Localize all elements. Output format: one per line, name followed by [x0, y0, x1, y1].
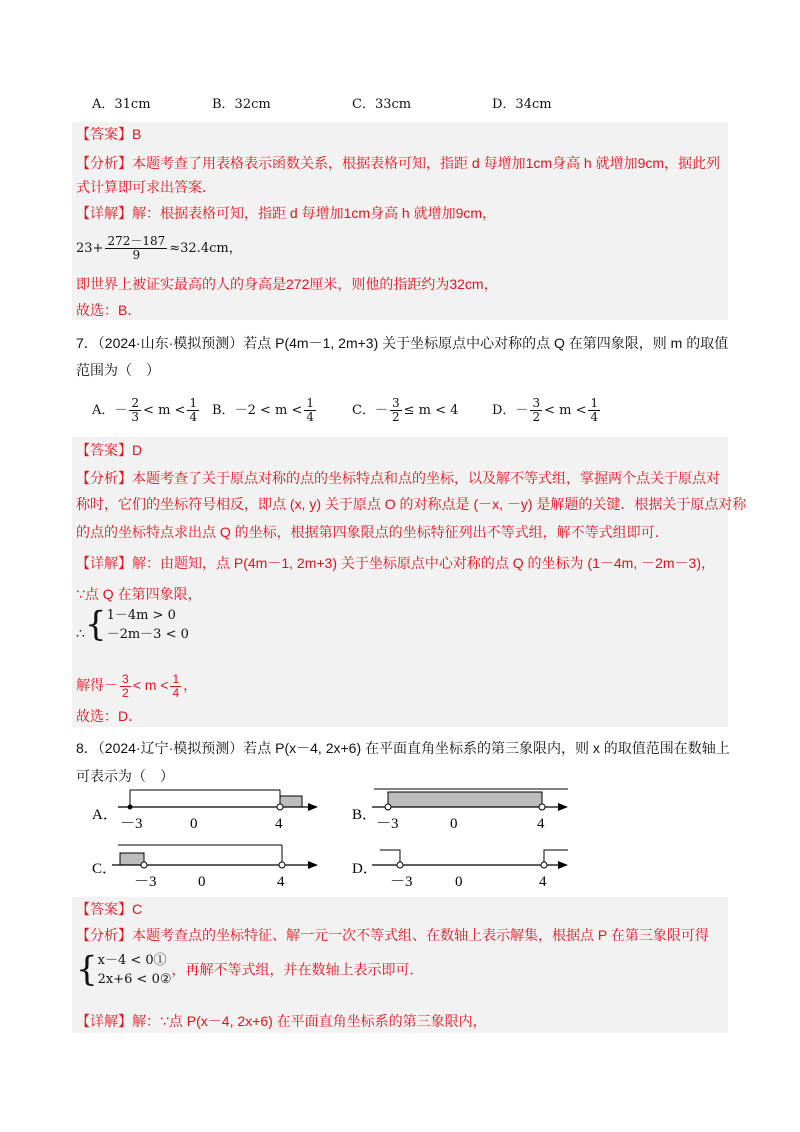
analysis-tag: 【分析】: [76, 155, 132, 171]
q7-stem-line2: 范围为（ ）: [76, 362, 160, 378]
solve-fraction-2: [170, 673, 181, 700]
q8-option-c-diagram[interactable]: [92, 845, 318, 890]
option-fraction: [390, 397, 402, 424]
tick-label: 4: [539, 874, 547, 890]
answer-value: D: [132, 442, 143, 458]
detail-tag: 【详解】: [76, 1013, 132, 1029]
q7-solve-result: [76, 670, 197, 700]
axis-arrow-icon: [558, 861, 568, 869]
analysis-text: 本题考查点的坐标特征、解一元一次不等式组、在数轴上表示解集，根据点 P 在第三象限可得: [132, 927, 709, 943]
option-label: D．: [492, 403, 516, 418]
q6-analysis-line2: 式计算即可求出答案．: [76, 179, 216, 195]
bracket-left-ray: [380, 850, 400, 865]
tick-label: －3: [390, 874, 413, 890]
open-point: [539, 804, 545, 810]
frac-den: 4: [172, 685, 180, 700]
option-pre: －: [374, 403, 388, 418]
option-label: B．: [212, 403, 235, 418]
tick-label: 0: [198, 874, 206, 890]
q8-answer: [76, 899, 142, 919]
shaded-region: [280, 796, 302, 807]
q7-analysis-line2: 称时，它们的坐标符号相反，即点 (x, y) 关于原点 O 的对称点是 (－x, －y) 是解题的关键．根据关于原点对称: [76, 496, 747, 512]
q8-option-a-diagram[interactable]: [92, 790, 318, 832]
tick-label: 4: [277, 874, 285, 890]
option-label-a: A．: [92, 807, 118, 823]
answer-tag: 【答案】: [76, 442, 132, 458]
solve-fraction: [120, 673, 131, 700]
brace-icon: {: [76, 949, 98, 990]
q8-stem-line2: 可表示为（ ）: [76, 768, 174, 784]
q7-answer: [76, 440, 142, 460]
option-fraction: [129, 397, 141, 424]
therefore-symbol: ∴: [76, 626, 85, 642]
detail-tag: 【详解】: [76, 205, 132, 221]
tick-label: －3: [376, 816, 399, 832]
q7-detail-line2: ∵点 Q 在第四象限，: [76, 586, 202, 602]
frac-den: 4: [189, 410, 198, 424]
open-point: [541, 862, 547, 868]
q6-option-a[interactable]: A．31cm: [92, 97, 151, 112]
answer-value: C: [132, 901, 143, 917]
q8-stem-line1: 8．（2024·辽宁·模拟预测）若点 P(x－4, 2x+6) 在平面直角坐标系的第三象限内，则 x 的取值范围在数轴上: [76, 740, 730, 756]
tick-label: －3: [134, 874, 157, 890]
q7-stem-line1: 7．（2024·山东·模拟预测）若点 P(4m－1, 2m+3) 关于坐标原点中心对称的点 Q 在第四象限，则 m 的取值: [76, 335, 729, 351]
option-label-b: B．: [352, 807, 378, 823]
tick-label: 4: [275, 816, 283, 832]
q7-option-d[interactable]: [492, 397, 602, 424]
q6-option-b[interactable]: B．32cm: [212, 97, 271, 112]
q6-formula: [76, 234, 242, 264]
brace-icon: {: [84, 604, 107, 645]
analysis-tag: 【分析】: [76, 470, 132, 486]
q6-answer: [76, 124, 141, 144]
detail-text: 解：由题知，点 P(4m－1, 2m+3) 关于坐标原点中心对称的点 Q 的坐标为 (1－4m, －2m－3)，: [132, 555, 715, 571]
frac-den: 2: [122, 685, 129, 700]
open-point: [277, 804, 283, 810]
axis-arrow-icon: [308, 861, 318, 869]
answer-tag: 【答案】: [76, 901, 132, 917]
option-pre: －2 < m <: [234, 403, 303, 418]
option-mid: ≤ m < 4: [403, 403, 459, 418]
bracket-right-ray: [544, 850, 568, 865]
option-mid: < m <: [544, 403, 587, 418]
formula-den: 9: [132, 248, 141, 262]
open-point: [279, 862, 285, 868]
frac-num: 1: [189, 396, 198, 410]
q7-detail-line1: [76, 553, 715, 573]
answer-value: B: [132, 126, 142, 142]
formula-num: 272－187: [107, 234, 166, 248]
q8-number-line-options: [0, 786, 800, 896]
q6-analysis-line1: [76, 153, 720, 173]
frac-den: 4: [306, 410, 314, 424]
q7-analysis-line3: 的点的坐标特点求出点 Q 的坐标，根据第四象限点的坐标特征列出不等式组，解不等式组即可．: [76, 524, 669, 540]
frac-num: 1: [590, 396, 599, 410]
option-pre: －: [515, 403, 529, 418]
detail-tag: 【详解】: [76, 555, 132, 571]
option-label-d: D．: [352, 861, 378, 877]
frac-num: 2: [131, 396, 140, 410]
system-lines: [107, 606, 189, 644]
system-line-2: －2m－3 < 0: [106, 627, 189, 642]
option-fraction-2: [187, 397, 199, 424]
frac-den: 2: [532, 410, 541, 424]
detail-text: 解：∵点 P(x－4, 2x+6) 在平面直角坐标系的第三象限内，: [132, 1013, 487, 1029]
q6-detail-line3: 即世界上被证实最高的人的身高是272厘米，则他的指距约为32cm，: [76, 276, 498, 292]
option-mid: < m <: [143, 403, 186, 418]
shaded-region: [388, 792, 542, 807]
tick-label: －3: [120, 816, 143, 832]
option-label: A．: [92, 403, 115, 418]
tick-label: 0: [190, 816, 198, 832]
analysis-continuation: ，再解不等式组，并在数轴上表示即可．: [171, 961, 424, 978]
option-fraction: [304, 397, 316, 424]
open-point: [397, 862, 403, 868]
solve-mid: < m <: [132, 677, 169, 693]
analysis-text: 本题考查了用表格表示函数关系，根据表格可知，指距 d 每增加1cm身高 h 就增加9cm，据此列: [132, 155, 721, 171]
axis-arrow-icon: [308, 803, 318, 811]
inequality-lines: [98, 951, 172, 989]
analysis-text: 本题考查了关于原点对称的点的坐标特点和点的坐标，以及解不等式组，掌握两个点关于原点对: [132, 470, 720, 486]
tick-label: 0: [450, 816, 458, 832]
solid-point: [128, 805, 133, 810]
inequality-2: 2x+6 < 0②: [97, 972, 172, 987]
q8-option-d-diagram[interactable]: [352, 850, 568, 890]
solve-prefix: 解得－: [76, 677, 118, 693]
q6-option-d[interactable]: D．34cm: [492, 97, 552, 112]
q8-analysis-line1: [76, 925, 709, 945]
option-fraction: [530, 397, 542, 424]
q7-option-b[interactable]: [212, 397, 318, 424]
option-label: C．: [352, 403, 375, 418]
frac-den: 3: [131, 410, 140, 424]
q7-option-a[interactable]: [92, 397, 201, 424]
tick-label: 0: [455, 874, 463, 890]
frac-num: 1: [306, 396, 314, 410]
option-label-c: C．: [92, 861, 118, 877]
q7-system: [76, 606, 189, 644]
formula-fraction: [105, 235, 167, 262]
system-line-1: 1－4m > 0: [106, 608, 176, 623]
frac-num: 3: [532, 396, 541, 410]
frac-den: 2: [391, 410, 400, 424]
option-pre: －: [114, 403, 128, 418]
q8-option-b-diagram[interactable]: [352, 789, 568, 832]
open-point: [141, 862, 147, 868]
detail-text: 解：根据表格可知，指距 d 每增加1cm身高 h 就增加9cm，: [132, 205, 497, 221]
option-fraction-2: [588, 397, 600, 424]
q6-option-c[interactable]: C．33cm: [352, 97, 412, 112]
q8-detail-line1: [76, 1011, 487, 1031]
tick-label: 4: [537, 816, 545, 832]
analysis-tag: 【分析】: [76, 927, 132, 943]
solve-suffix: ，: [183, 677, 198, 693]
q7-analysis-line1: [76, 468, 720, 488]
answer-tag: 【答案】: [76, 126, 132, 142]
q7-choose: 故选：D．: [76, 708, 143, 724]
shaded-region: [120, 853, 144, 865]
open-point: [385, 804, 391, 810]
inequality-1: x－4 < 0①: [97, 953, 167, 968]
frac-num: 1: [172, 671, 180, 686]
axis-arrow-icon: [558, 803, 568, 811]
q6-choose: 故选：B．: [76, 302, 142, 318]
q8-inequality-system: [76, 951, 424, 989]
q6-detail-line1: [76, 203, 496, 223]
frac-num: 3: [122, 671, 129, 686]
q7-option-c[interactable]: [352, 397, 458, 424]
frac-num: 3: [391, 396, 400, 410]
frac-den: 4: [590, 410, 599, 424]
formula-prefix: 23+: [76, 241, 104, 256]
formula-suffix: ≈32.4cm，: [169, 241, 242, 256]
